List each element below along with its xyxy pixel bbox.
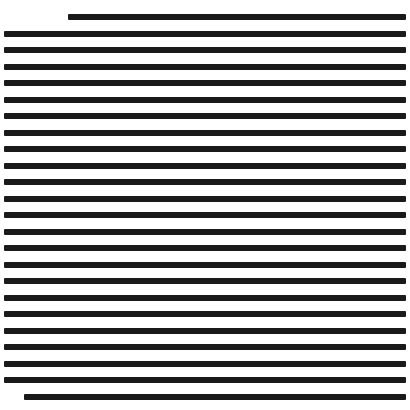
text-line-11	[4, 173, 406, 190]
text-line-22-placeholder	[4, 361, 406, 367]
text-line-6	[4, 91, 406, 108]
text-line-2	[4, 25, 406, 42]
text-line-8	[4, 124, 406, 141]
text-line-22	[4, 355, 406, 372]
text-line-7	[4, 107, 406, 124]
text-line-24	[4, 388, 406, 405]
text-line-10	[4, 157, 406, 174]
text-line-21-placeholder	[4, 344, 406, 350]
text-line-7-placeholder	[4, 113, 406, 119]
text-line-5	[4, 74, 406, 91]
text-line-23-placeholder	[4, 377, 406, 383]
text-line-14	[4, 223, 406, 240]
text-line-15-placeholder	[4, 245, 406, 251]
text-line-13	[4, 206, 406, 223]
text-line-9-placeholder	[4, 146, 406, 152]
text-line-19-placeholder	[4, 311, 406, 317]
text-line-5-placeholder	[4, 80, 406, 86]
text-line-8-placeholder	[4, 130, 406, 136]
text-line-16-placeholder	[4, 262, 406, 268]
text-line-12-placeholder	[4, 196, 406, 202]
text-line-12	[4, 190, 406, 207]
text-line-20	[4, 322, 406, 339]
text-line-15	[4, 239, 406, 256]
text-line-23	[4, 371, 406, 388]
text-line-3-placeholder	[4, 47, 406, 53]
text-line-6-placeholder	[4, 97, 406, 103]
text-line-14-placeholder	[4, 229, 406, 235]
text-line-1-placeholder	[68, 14, 406, 20]
text-line-4-placeholder	[4, 64, 406, 70]
text-line-24-placeholder	[24, 394, 406, 400]
text-line-20-placeholder	[4, 328, 406, 334]
text-line-2-placeholder	[4, 31, 406, 37]
text-line-3	[4, 41, 406, 58]
text-line-1	[4, 8, 406, 25]
text-line-13-placeholder	[4, 212, 406, 218]
text-line-11-placeholder	[4, 179, 406, 185]
text-line-21	[4, 338, 406, 355]
text-line-18	[4, 289, 406, 306]
text-line-9	[4, 140, 406, 157]
text-line-19	[4, 305, 406, 322]
text-line-16	[4, 256, 406, 273]
text-line-18-placeholder	[4, 295, 406, 301]
text-line-17-placeholder	[4, 278, 406, 284]
urdu-text-column	[4, 8, 406, 404]
text-line-17	[4, 272, 406, 289]
text-line-10-placeholder	[4, 163, 406, 169]
text-line-4	[4, 58, 406, 75]
